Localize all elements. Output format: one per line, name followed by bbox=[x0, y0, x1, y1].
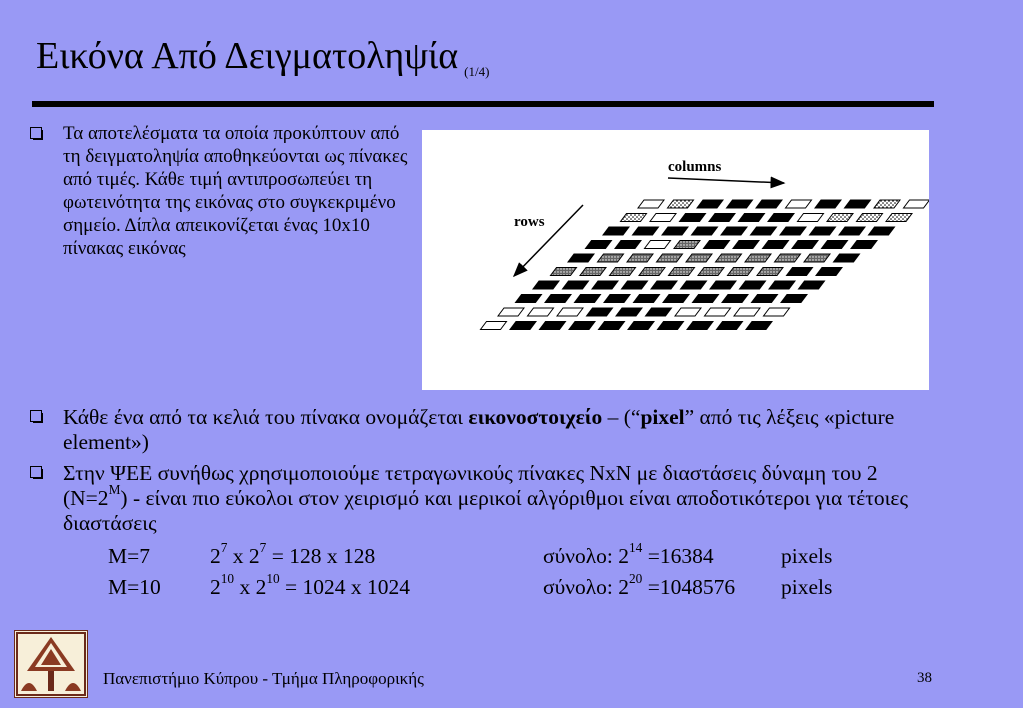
grid-cell bbox=[851, 241, 877, 249]
grid-cell bbox=[717, 322, 743, 330]
grid-cell bbox=[681, 281, 707, 289]
grid-cell bbox=[616, 308, 642, 316]
pixel-grid-diagram bbox=[422, 130, 929, 390]
grid-cell bbox=[721, 227, 747, 235]
grid-cell bbox=[709, 214, 735, 222]
grid-cell bbox=[869, 227, 895, 235]
grid-cell bbox=[592, 281, 618, 289]
grid-cell bbox=[752, 295, 778, 303]
title-part: (1/4) bbox=[464, 64, 490, 79]
grid-cell bbox=[633, 227, 659, 235]
pixel-grid-figure bbox=[422, 130, 929, 390]
grid-cell bbox=[775, 254, 801, 262]
grid-cell bbox=[587, 308, 613, 316]
grid-cell bbox=[787, 268, 813, 276]
grid-cell bbox=[603, 227, 629, 235]
grid-cell bbox=[557, 308, 583, 316]
grid-cell bbox=[575, 295, 601, 303]
grid-cell bbox=[728, 268, 754, 276]
grid-cell bbox=[540, 322, 566, 330]
grid-cell bbox=[768, 214, 794, 222]
grid-cell bbox=[628, 322, 654, 330]
grid-cell bbox=[757, 268, 783, 276]
grid-cell bbox=[746, 322, 772, 330]
grid-cell bbox=[528, 308, 554, 316]
grid-cell bbox=[604, 295, 630, 303]
grid-cell bbox=[669, 268, 695, 276]
title-divider bbox=[32, 101, 934, 107]
footer-university: Πανεπιστήμιο Κύπρου - Τμήμα Πληροφορικής bbox=[103, 669, 424, 688]
grid-cell bbox=[510, 322, 536, 330]
bullet-checkbox-icon bbox=[30, 466, 42, 478]
grid-cell bbox=[599, 322, 625, 330]
bullet-second: Κάθε ένα από τα κελιά του πίνακα ονομάζεται εικονοστοιχείο – (“pixel” από τις λέξεις «picture element») bbox=[63, 405, 895, 454]
grid-cell bbox=[745, 254, 771, 262]
grid-cell bbox=[634, 295, 660, 303]
grid-cell bbox=[658, 322, 684, 330]
columns-label: columns bbox=[668, 159, 722, 175]
grid-cell bbox=[798, 214, 824, 222]
grid-cell bbox=[568, 254, 594, 262]
grid-cell bbox=[657, 254, 683, 262]
grid-cell bbox=[481, 322, 507, 330]
grid-cell bbox=[822, 241, 848, 249]
grid-cell bbox=[839, 227, 865, 235]
grid-cell bbox=[675, 308, 701, 316]
tree-emblem-icon bbox=[15, 631, 87, 697]
grid-cell bbox=[610, 268, 636, 276]
grid-cell bbox=[639, 268, 665, 276]
bullet-first: Τα αποτελέσματα τα οποία προκύπτουν από τη δειγματοληψία αποθηκεύονται ως πίνακες από τιμές. Κάθε τιμή αντιπροσωπεύει τη φωτεινότητα της εικόνας στο συγκεκριμένο σημείο. Δίπλα απεικονίζεται ένας 10x10 πίνακας εικόνας bbox=[63, 123, 408, 259]
grid-cell bbox=[563, 281, 589, 289]
grid-cell bbox=[693, 295, 719, 303]
university-logo bbox=[14, 630, 88, 698]
grid-cell bbox=[686, 254, 712, 262]
grid-cell bbox=[799, 281, 825, 289]
grid-cell bbox=[498, 308, 524, 316]
grid-cell bbox=[697, 200, 723, 208]
grid-cell bbox=[781, 295, 807, 303]
grid-cell bbox=[769, 281, 795, 289]
grid-cell bbox=[756, 200, 782, 208]
bullet-checkbox-icon bbox=[30, 410, 42, 422]
grid-cell bbox=[650, 214, 676, 222]
grid-cell bbox=[627, 254, 653, 262]
grid-cell bbox=[580, 268, 606, 276]
grid-cell bbox=[645, 241, 671, 249]
grid-cell bbox=[598, 254, 624, 262]
grid-cell bbox=[662, 227, 688, 235]
grid-cell bbox=[704, 241, 730, 249]
bullet-checkbox-icon bbox=[30, 127, 42, 139]
grid-cell bbox=[845, 200, 871, 208]
grid-cell bbox=[680, 214, 706, 222]
grid-cell bbox=[622, 281, 648, 289]
grid-cell bbox=[705, 308, 731, 316]
grid-cell bbox=[727, 200, 753, 208]
grid-cell bbox=[834, 254, 860, 262]
grid-cell bbox=[710, 281, 736, 289]
grid-cell bbox=[740, 281, 766, 289]
grid-cell bbox=[692, 227, 718, 235]
grid-cell bbox=[810, 227, 836, 235]
grid-cell bbox=[663, 295, 689, 303]
grid-cell bbox=[586, 241, 612, 249]
title-text: Εικόνα Από Δειγματοληψία bbox=[36, 35, 459, 77]
grid-cell bbox=[857, 214, 883, 222]
grid-cell bbox=[739, 214, 765, 222]
bullet-third: Στην ΨΕΕ συνήθως χρησιμοποιούμε τετραγωνικούς πίνακες ΝxΝ με διαστάσεις δύναμη του 2 $(N=2^M) - \varepsilon ί\nu\alpha\iota$ πιο εύκολοι στον χειρισμό και μερικοί αλγόριθμοι είναι αποδοτικότεροι για τέτοιες διαστάσεις bbox=[63, 461, 908, 535]
grid-cell bbox=[874, 200, 900, 208]
grid-cell bbox=[687, 322, 713, 330]
grid-cell bbox=[886, 214, 912, 222]
grid-cell bbox=[551, 268, 577, 276]
grid-cell bbox=[815, 200, 841, 208]
grid-cell bbox=[904, 200, 930, 208]
slide-title bbox=[36, 34, 489, 78]
grid-cell bbox=[668, 200, 694, 208]
grid-cell bbox=[674, 241, 700, 249]
grid-cell bbox=[804, 254, 830, 262]
term-pixel-greek: εικονοστοιχείο bbox=[468, 405, 603, 429]
grid-cell bbox=[734, 308, 760, 316]
grid-cell bbox=[786, 200, 812, 208]
grid-cell bbox=[516, 295, 542, 303]
grid-cell bbox=[763, 241, 789, 249]
grid-cell bbox=[545, 295, 571, 303]
grid-cell bbox=[780, 227, 806, 235]
grid-cell bbox=[722, 295, 748, 303]
grid-cell bbox=[698, 268, 724, 276]
grid-cell bbox=[621, 214, 647, 222]
grid-cell bbox=[733, 241, 759, 249]
rows-label: rows bbox=[514, 214, 545, 230]
columns-arrow-icon bbox=[668, 178, 784, 183]
grid-cell bbox=[716, 254, 742, 262]
grid-cell bbox=[751, 227, 777, 235]
term-pixel: pixel bbox=[640, 405, 685, 429]
grid-cell bbox=[651, 281, 677, 289]
grid-cell bbox=[827, 214, 853, 222]
page-number: 38 bbox=[917, 670, 932, 686]
grid-cell bbox=[569, 322, 595, 330]
grid-cell bbox=[764, 308, 790, 316]
grid-cell bbox=[533, 281, 559, 289]
grid-cell bbox=[816, 268, 842, 276]
grid-cell bbox=[615, 241, 641, 249]
grid-cell bbox=[638, 200, 664, 208]
grid-cell bbox=[792, 241, 818, 249]
grid-cell bbox=[646, 308, 672, 316]
